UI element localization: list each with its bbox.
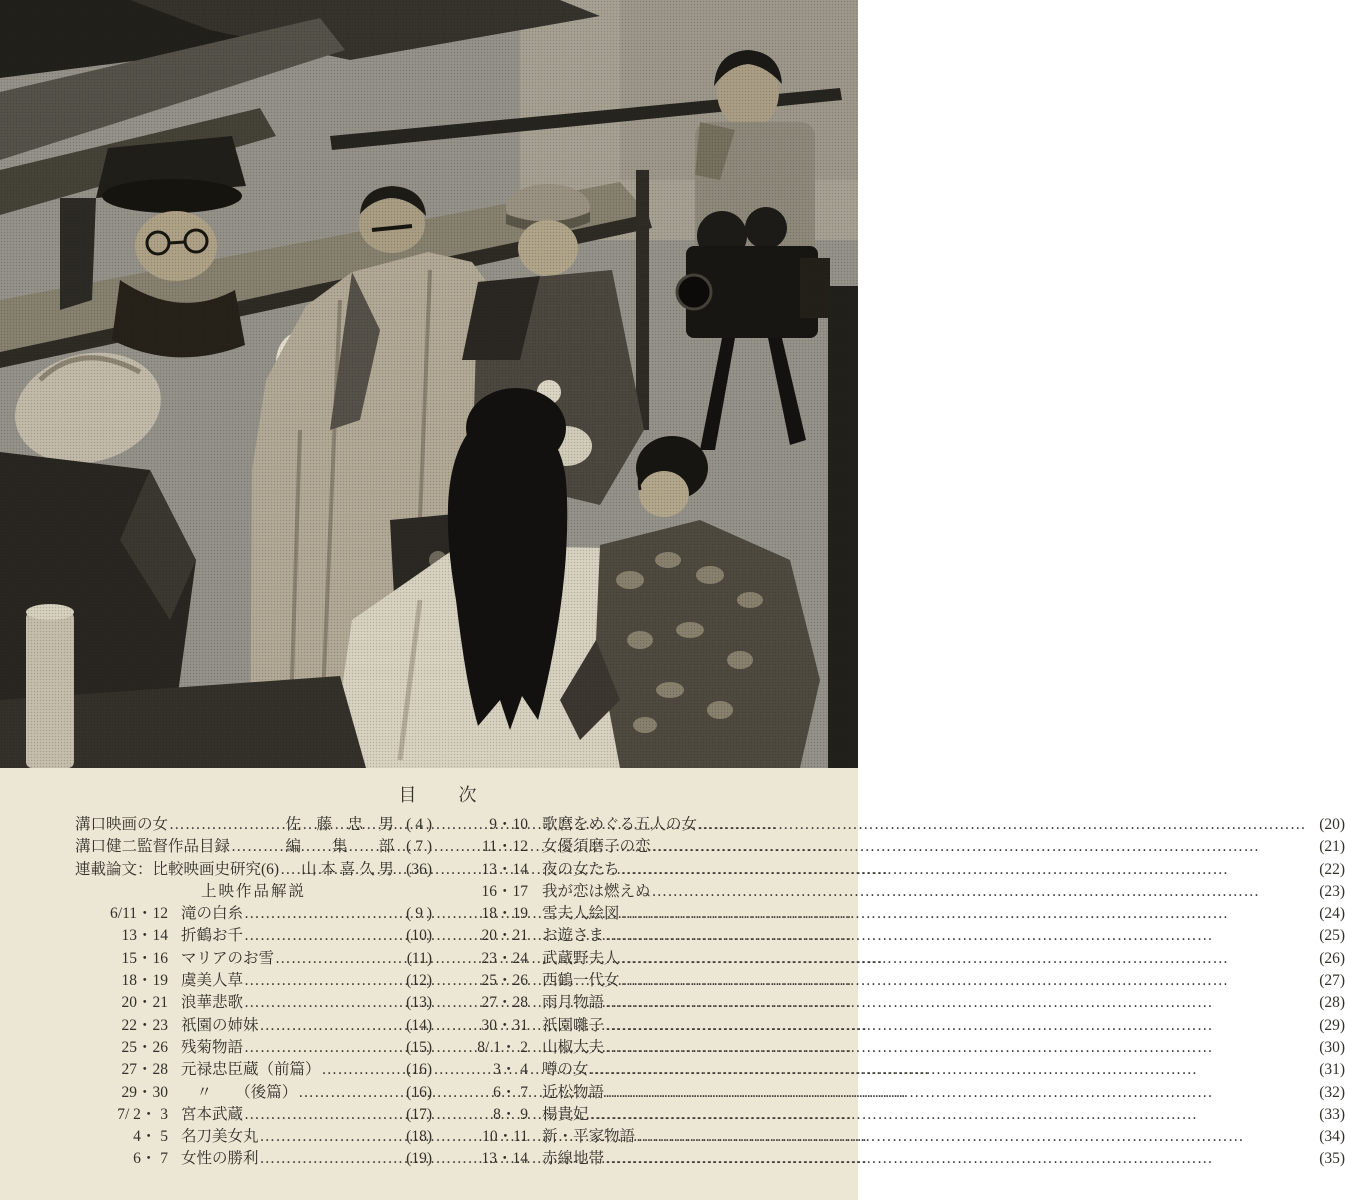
screening-dates: 8/ 1・ 2: [477, 1038, 528, 1056]
toc-row: [75, 1015, 432, 1037]
dot-leader: [260, 1126, 393, 1148]
screening-dates: 11・12: [482, 838, 528, 856]
film-set-photo-illustration: [0, 0, 858, 768]
page-number: (34): [1319, 1128, 1345, 1146]
screening-dates: 10・11: [482, 1128, 528, 1146]
film-title: 宮本武蔵: [181, 1105, 244, 1123]
author-name: 山 本 喜 久 男: [300, 860, 394, 878]
film-title: 武蔵野夫人: [542, 949, 620, 967]
page-number: (17): [406, 1105, 432, 1123]
article-title: 溝口健二監督作品目録: [75, 838, 231, 856]
film-title: 赤線地帯: [542, 1150, 605, 1168]
screening-dates: 7/ 2・ 3: [117, 1105, 168, 1123]
page-number: (19): [406, 1150, 432, 1168]
toc-row: [456, 925, 1345, 947]
film-title: 我が恋は燃えぬ: [542, 882, 651, 900]
dot-leader: [605, 925, 1306, 947]
page-number: (36): [406, 860, 432, 878]
toc-row: [75, 903, 432, 925]
toc-row: [75, 1059, 432, 1081]
screening-dates: 6・ 7: [493, 1083, 528, 1101]
toc-title: 目 次: [398, 785, 479, 805]
page-number: (18): [406, 1128, 432, 1146]
toc-row: [456, 1104, 1345, 1126]
film-title: 夜の女たち: [542, 860, 620, 878]
author-name: 佐 藤 忠 男: [285, 816, 394, 833]
toc-row: [75, 1126, 432, 1148]
screening-dates: 30・31: [481, 1016, 528, 1034]
page-number: ( 9 ): [406, 905, 432, 923]
toc-row: [456, 992, 1345, 1014]
page-number: (33): [1319, 1105, 1345, 1123]
screening-dates: 22・23: [121, 1016, 168, 1034]
dot-leader: [322, 1059, 393, 1081]
toc-row: [75, 948, 432, 970]
page-number: (31): [1319, 1061, 1345, 1079]
film-title: マリアのお雪: [181, 949, 275, 967]
film-title: 祇園囃子: [542, 1016, 605, 1034]
toc-row: [456, 881, 1345, 903]
screening-dates: 6・ 7: [133, 1150, 168, 1168]
section-header: 上映作品解説: [200, 882, 306, 900]
toc-left-column: [75, 814, 432, 1171]
screening-dates: 8・ 9: [493, 1105, 528, 1123]
film-title: 雨月物語: [542, 994, 605, 1012]
page-number: (32): [1319, 1083, 1345, 1101]
dot-leader: [244, 970, 393, 992]
dot-leader: [621, 948, 1307, 970]
toc-row: [75, 970, 432, 992]
page-number: (16): [406, 1061, 432, 1079]
author-name: 編 集 部: [285, 838, 394, 856]
dot-leader: [698, 814, 1306, 836]
screening-dates: 25・26: [481, 972, 528, 990]
behind-the-scenes-photo: [0, 0, 858, 768]
screening-dates: 15・16: [121, 949, 168, 967]
toc-row: [456, 1148, 1345, 1170]
film-title: 近松物語: [542, 1083, 605, 1101]
screening-dates: 6/11・12: [110, 905, 168, 923]
toc-row: [75, 925, 432, 947]
toc-row: [75, 1148, 432, 1170]
page-number: (35): [1319, 1150, 1345, 1168]
article-title: 連載論文：比較映画史研究(6): [75, 860, 280, 878]
toc-row: [75, 1104, 432, 1126]
toc-row: [75, 1082, 432, 1104]
page-number: (14): [406, 1016, 432, 1034]
dot-leader: [590, 1104, 1307, 1126]
screening-dates: 29・30: [121, 1083, 168, 1101]
film-title: 噂の女: [542, 1061, 589, 1079]
dot-leader: [652, 881, 1307, 903]
toc-right-film-list: [456, 814, 1345, 1171]
page-number: (28): [1319, 994, 1345, 1012]
toc-row: [75, 836, 432, 858]
dot-leader: [621, 970, 1307, 992]
dot-leader: [169, 814, 284, 836]
dot-leader: [244, 903, 393, 925]
toc-left-film-list: [75, 903, 432, 1171]
toc-row: [456, 970, 1345, 992]
film-title: 浪華悲歌: [181, 994, 244, 1012]
dot-leader: [244, 992, 393, 1014]
toc-row: [456, 903, 1345, 925]
dot-leader: [244, 1037, 393, 1059]
film-title: 残菊物語: [181, 1038, 244, 1056]
dot-leader: [605, 1037, 1306, 1059]
screening-dates: 18・19: [121, 972, 168, 990]
toc-row: [456, 836, 1345, 858]
film-title: 歌麿をめぐる五人の女: [542, 816, 698, 833]
dot-leader: [590, 1059, 1307, 1081]
toc-front-matter: [75, 814, 432, 881]
page-number: (10): [406, 927, 432, 945]
dot-leader: [280, 859, 300, 881]
toc-row: [456, 1126, 1345, 1148]
page-number: (21): [1319, 838, 1345, 856]
page-number: (26): [1319, 949, 1345, 967]
article-title: 溝口映画の女: [75, 816, 169, 833]
dot-leader: [244, 1104, 393, 1126]
toc-row: [456, 1082, 1345, 1104]
dot-leader: [621, 859, 1307, 881]
screening-dates: 20・21: [481, 927, 528, 945]
page-number: (30): [1319, 1038, 1345, 1056]
toc-row: [456, 859, 1345, 881]
dot-leader: [636, 1126, 1306, 1148]
page-number: (23): [1319, 882, 1345, 900]
dot-leader: [652, 836, 1307, 858]
screening-dates: 23・24: [481, 949, 528, 967]
screening-dates: 3・ 4: [493, 1061, 528, 1079]
dot-leader: [298, 1082, 393, 1104]
film-title: 新・平家物語: [542, 1128, 636, 1146]
screening-dates: 27・28: [121, 1061, 168, 1079]
toc-row: [456, 814, 1345, 836]
page-number: (29): [1319, 1016, 1345, 1034]
dot-leader: [605, 1148, 1306, 1170]
page-number: (27): [1319, 972, 1345, 990]
film-title: 西鶴一代女: [542, 972, 620, 990]
page-number: (20): [1319, 816, 1345, 833]
toc-row: [75, 1037, 432, 1059]
film-title: 雪夫人絵図: [542, 905, 620, 923]
film-title: 折鶴お千: [181, 927, 244, 945]
film-title: 滝の白糸: [181, 905, 244, 923]
film-title: 山椒大夫: [542, 1038, 605, 1056]
toc-right-column: [456, 814, 1345, 1171]
screening-dates: 25・26: [121, 1038, 168, 1056]
page-number: (22): [1319, 860, 1345, 878]
film-title: 〃 （後篇）: [181, 1083, 298, 1101]
screening-dates: 27・28: [481, 994, 528, 1012]
toc-row: [75, 814, 432, 836]
screening-dates: 18・19: [481, 905, 528, 923]
page-number: (24): [1319, 905, 1345, 923]
page-number: (12): [406, 972, 432, 990]
screening-dates: 4・ 5: [133, 1128, 168, 1146]
toc-row: [456, 1037, 1345, 1059]
dot-leader: [260, 1015, 393, 1037]
dot-leader: [605, 992, 1306, 1014]
toc-row: [456, 1015, 1345, 1037]
film-title: 女性の勝利: [181, 1150, 259, 1168]
screening-dates: 20・21: [121, 994, 168, 1012]
film-title: 名刀美女丸: [181, 1128, 259, 1146]
page-number: (25): [1319, 927, 1345, 945]
film-title: 元禄忠臣蔵（前篇）: [181, 1061, 321, 1079]
toc-row: [456, 1059, 1345, 1081]
dot-leader: [605, 1015, 1306, 1037]
screening-dates: 13・14: [121, 927, 168, 945]
page-number: (16): [406, 1083, 432, 1101]
film-title: お遊さま: [542, 927, 605, 945]
toc-row: [75, 992, 432, 1014]
film-title: 祇園の姉妹: [181, 1016, 259, 1034]
page-number: (11): [406, 949, 432, 967]
screening-dates: 9・10: [489, 816, 528, 833]
page-number: ( 4 ): [406, 816, 432, 833]
page-number: ( 7 ): [406, 838, 432, 856]
toc-row: [456, 948, 1345, 970]
screening-dates: 16・17: [481, 882, 528, 900]
dot-leader: [260, 1148, 393, 1170]
page-number: (13): [406, 994, 432, 1012]
screening-dates: 13・14: [481, 860, 528, 878]
film-title: 楊貴妃: [542, 1105, 589, 1123]
table-of-contents: [0, 768, 1345, 1200]
film-title: 女優須磨子の恋: [542, 838, 651, 856]
toc-row: [75, 859, 432, 881]
toc-columns: [75, 814, 1345, 1171]
dot-leader: [231, 836, 284, 858]
dot-leader: [605, 1082, 1306, 1104]
dot-leader: [621, 903, 1307, 925]
dot-leader: [244, 925, 393, 947]
page-number: (15): [406, 1038, 432, 1056]
film-title: 虞美人草: [181, 972, 244, 990]
dot-leader: [275, 948, 393, 970]
screening-dates: 13・14: [481, 1150, 528, 1168]
